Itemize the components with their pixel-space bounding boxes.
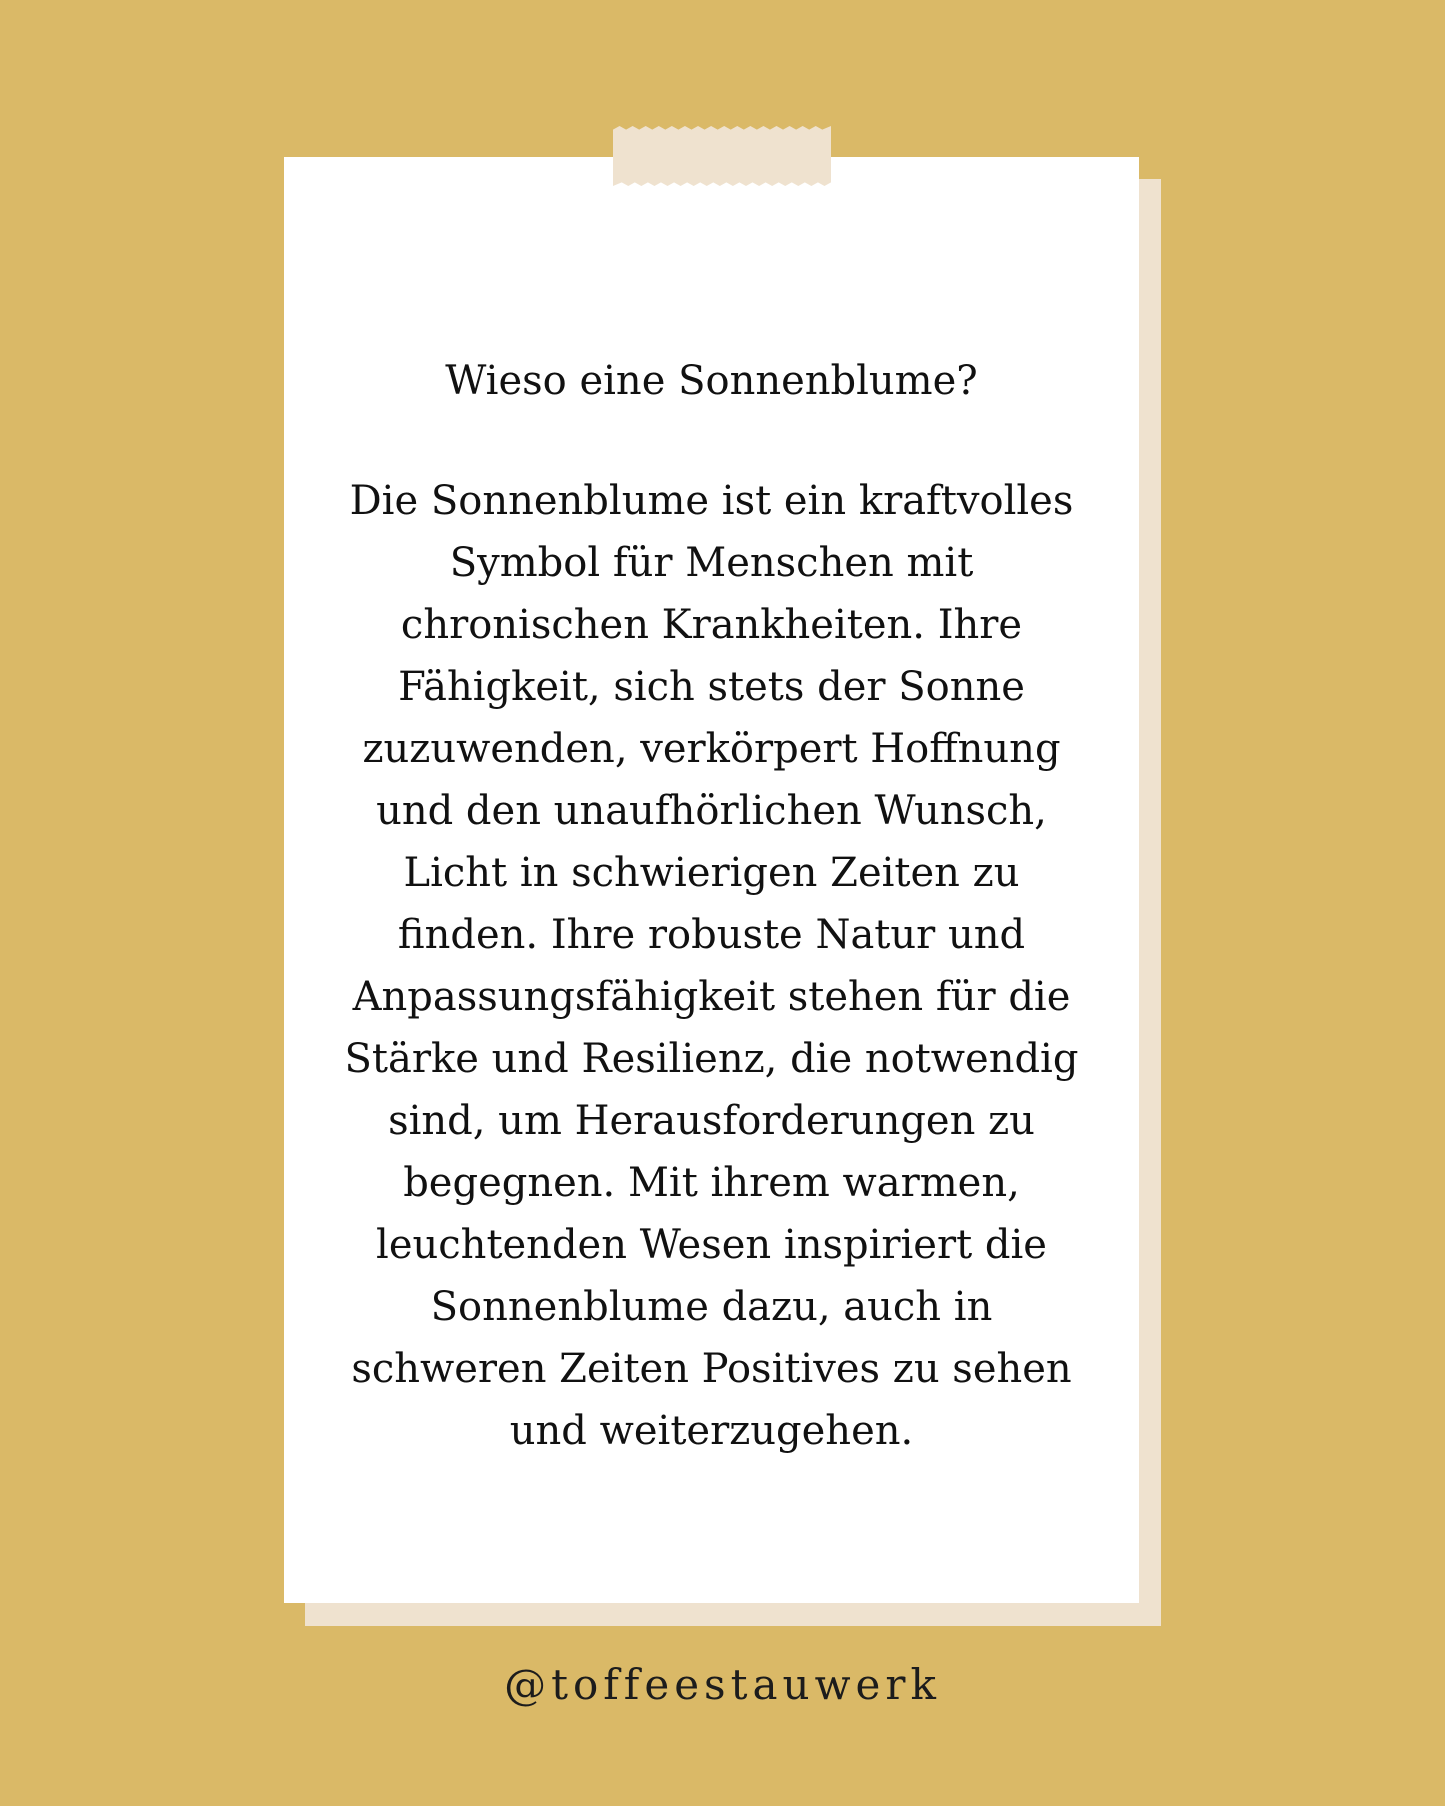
body-line: Anpassungsfähigkeit stehen für die (352, 974, 1071, 1020)
heading-spacer (284, 412, 1139, 470)
body-line: und weiterzugehen. (509, 1408, 914, 1454)
body-line: finden. Ihre robuste Natur und (397, 912, 1026, 958)
body-line: leuchtenden Wesen inspiriert die (376, 1222, 1047, 1268)
body-line: Stärke und Resilienz, die notwendig (344, 1036, 1079, 1082)
body-line: begegnen. Mit ihrem warmen, (403, 1160, 1020, 1206)
body-line: zuzuwenden, verkörpert Hoffnung (362, 726, 1061, 772)
tape-strip (613, 126, 831, 186)
body-line: Sonnenblume dazu, auch in (430, 1284, 993, 1330)
body-line: Fähigkeit, sich stets der Sonne (398, 664, 1025, 710)
body-line: Symbol für Menschen mit (449, 540, 974, 586)
body-line: Licht in schwierigen Zeiten zu (403, 850, 1020, 896)
card-body (332, 470, 1092, 1462)
social-handle: @toffeestauwerk (504, 1660, 941, 1709)
body-line: chronischen Krankheiten. Ihre (400, 602, 1023, 648)
body-line: und den unaufhörlichen Wunsch, (376, 788, 1047, 834)
card-heading: Wieso eine Sonnenblume? (445, 358, 978, 404)
body-line: Die Sonnenblume ist ein kraftvolles (349, 478, 1074, 524)
card-text (284, 350, 1139, 1462)
body-line: sind, um Herausforderungen zu (388, 1098, 1035, 1144)
body-line: schweren Zeiten Positives zu sehen (351, 1346, 1072, 1392)
